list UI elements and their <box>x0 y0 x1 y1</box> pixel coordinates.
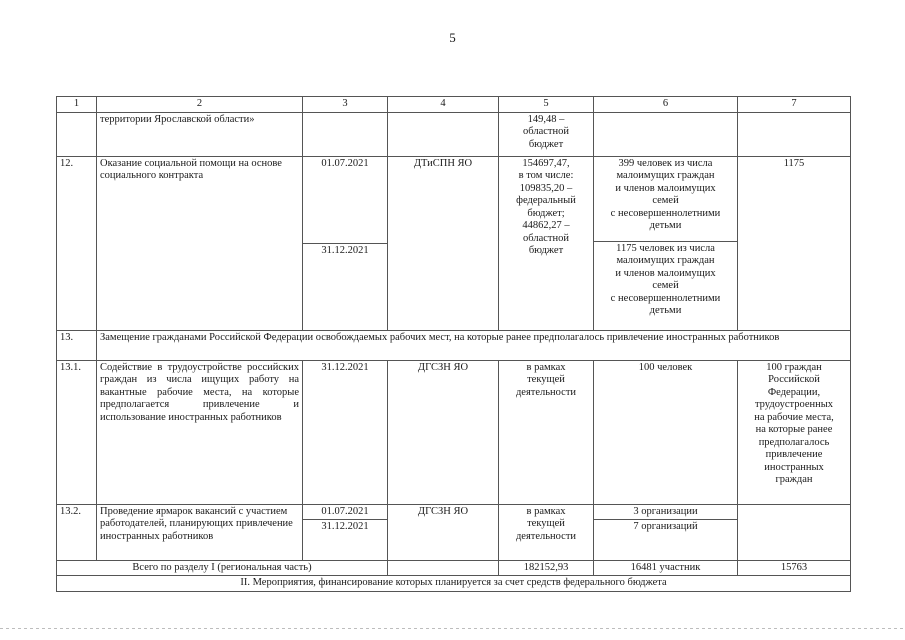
activity-name: Проведение ярмарок вакансий с участием работодателей, планирующих привлечение иностранных работников <box>97 504 303 560</box>
header-cell: 6 <box>594 97 738 113</box>
row-number: 13.2. <box>57 504 97 560</box>
scan-edge-line <box>0 628 905 629</box>
result-start: 399 человек из числа малоимущих граждан и членов малоимущих семей с несовершеннолетними детьми <box>610 157 721 231</box>
header-cell: 2 <box>97 97 303 113</box>
end-date: 31.12.2021 <box>303 243 387 259</box>
result-end: 7 организаций <box>594 519 737 535</box>
header-cell: 5 <box>499 97 594 113</box>
table-row-13 <box>57 330 851 360</box>
result-end: 1175 человек из числа малоимущих граждан и членов малоимущих семей с несовершеннолетними детьми <box>594 241 737 319</box>
activity-name: Содействие в трудоустройстве российских граждан из числа ищущих работу на вакантные рабочие места, на которые предполагается привлечение и использование иностранных работников <box>97 360 303 504</box>
table-row-12 <box>57 156 851 330</box>
row-number: 12. <box>57 156 97 330</box>
row-number: 13. <box>57 330 97 360</box>
result-cell: 100 человек <box>594 360 738 504</box>
header-cell: 7 <box>738 97 851 113</box>
table-row-total <box>57 560 851 576</box>
executor: ДГСЗН ЯО <box>388 360 499 504</box>
start-date: 01.07.2021 <box>321 157 369 169</box>
end-date: 31.12.2021 <box>303 360 388 504</box>
budget-cell: 149,48 – областной бюджет <box>499 112 594 156</box>
budget-cell: в рамках текущей деятельности <box>499 360 594 504</box>
indicator-cell: 100 граждан Российской Федерации, трудоустроенных на рабочие места, на которые ранее предполагалось привлечение иностранных граждан <box>738 360 851 504</box>
table-row-13-1 <box>57 360 851 504</box>
executor: ДГСЗН ЯО <box>388 504 499 560</box>
indicator-cell: 1175 <box>738 156 851 330</box>
header-cell: 1 <box>57 97 97 113</box>
section-title: Замещение гражданами Российской Федерации освобождаемых рабочих мест, на которые ранее предполагалось привлечение иностранных работников <box>97 330 851 360</box>
activity-name: территории Ярославской области» <box>97 112 303 156</box>
end-date: 31.12.2021 <box>303 519 387 535</box>
table-row-13-2 <box>57 504 851 560</box>
header-cell: 4 <box>388 97 499 113</box>
total-result: 16481 участник <box>594 560 738 576</box>
table-header-row <box>57 97 851 113</box>
total-indicator: 15763 <box>738 560 851 576</box>
activity-name: Оказание социальной помощи на основе социального контракта <box>97 156 303 330</box>
total-label: Всего по разделу I (региональная часть) <box>57 560 388 576</box>
executor: ДТиСПН ЯО <box>388 156 499 330</box>
row-number: 13.1. <box>57 360 97 504</box>
total-budget: 182152,93 <box>499 560 594 576</box>
page-number: 5 <box>449 30 456 45</box>
start-date: 01.07.2021 <box>321 505 369 517</box>
result-start: 3 организации <box>633 505 698 517</box>
header-cell: 3 <box>303 97 388 113</box>
table-row-section-2 <box>57 576 851 592</box>
section-title: II. Мероприятия, финансирование которых планируется за счет средств федерального бюджета <box>57 576 851 592</box>
budget-cell: 154697,47, в том числе: 109835,20 – федеральный бюджет; 44862,27 – областной бюджет <box>499 156 594 330</box>
table-row-continuation <box>57 112 851 156</box>
activities-table <box>56 96 851 592</box>
budget-cell: в рамках текущей деятельности <box>499 504 594 560</box>
